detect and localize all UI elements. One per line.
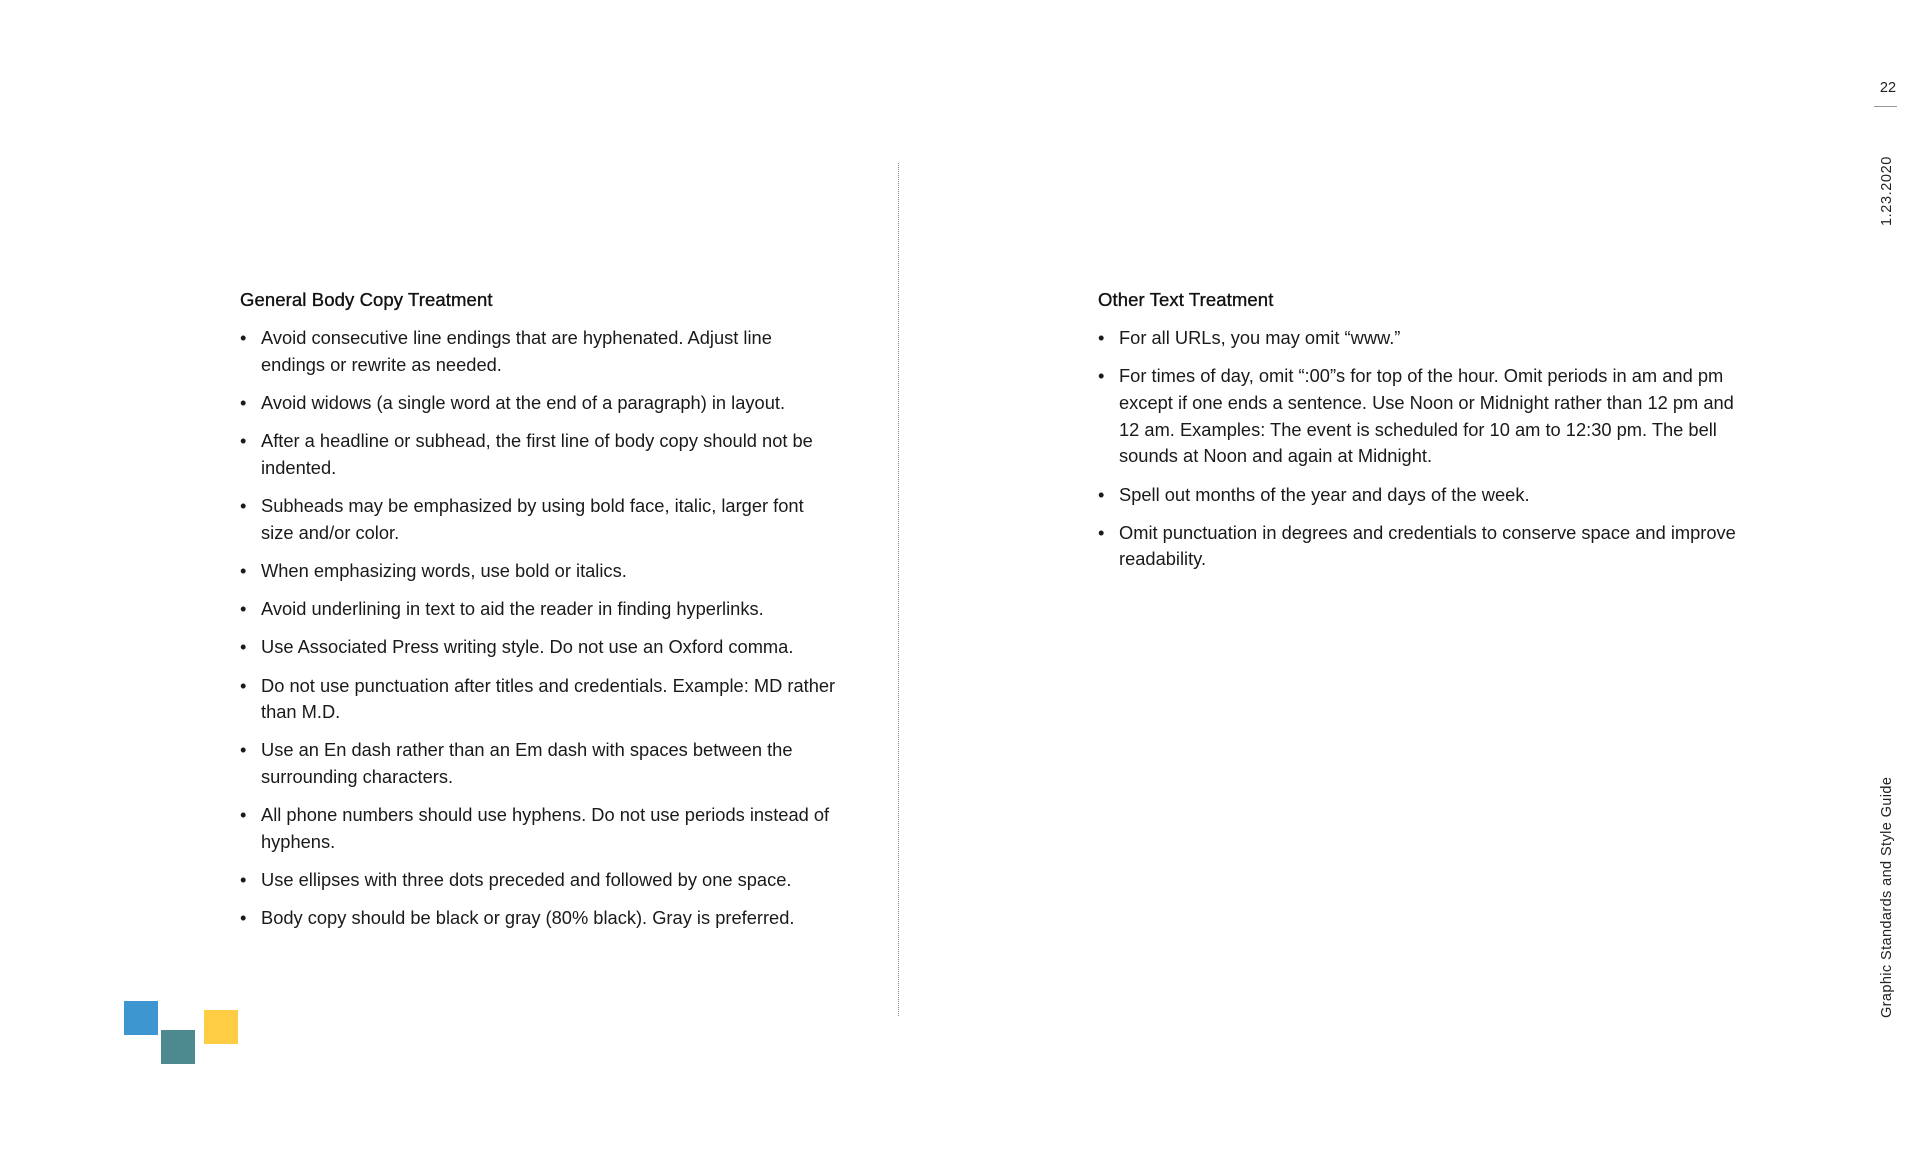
- list-item-text: Do not use punctuation after titles and credentials. Example: MD rather than M.D.: [261, 674, 836, 723]
- list-item-text: Use Associated Press writing style. Do not use an Oxford comma.: [261, 636, 794, 658]
- logo-square-teal: [161, 1030, 195, 1064]
- list-item: [240, 596, 840, 623]
- bullet-icon: •: [1098, 327, 1105, 348]
- section-heading: General Body Copy Treatment: [240, 289, 493, 310]
- list-item-text: Spell out months of the year and days of the week.: [1119, 483, 1530, 505]
- section-heading: Other Text Treatment: [1098, 289, 1274, 310]
- list-item-text: All phone numbers should use hyphens. Do not use periods instead of hyphens.: [261, 804, 830, 853]
- list-item: [240, 493, 840, 546]
- column-divider: [898, 163, 899, 1016]
- bullet-icon: •: [1098, 365, 1105, 387]
- list-item: [1098, 520, 1738, 573]
- bullet-icon: •: [240, 495, 247, 517]
- list-item: [240, 558, 840, 585]
- list-item: [240, 673, 840, 726]
- bullet-icon: •: [240, 869, 247, 891]
- list-item: [240, 802, 840, 855]
- list-item: [1098, 363, 1738, 470]
- list-item: [1098, 325, 1738, 352]
- list-item-text: Avoid consecutive line endings that are hyphenated. Adjust line endings or rewrite as needed.: [261, 327, 772, 375]
- bullet-icon: •: [240, 907, 247, 929]
- bullet-icon: •: [240, 739, 247, 761]
- other-text-section: [1098, 289, 1738, 585]
- logo-square-blue: [124, 1001, 158, 1035]
- bullet-icon: •: [240, 804, 247, 826]
- bullet-icon: •: [240, 598, 247, 620]
- list-item-text: Use ellipses with three dots preceded and followed by one space.: [261, 869, 792, 891]
- list-item: [240, 905, 840, 932]
- bullet-icon: •: [240, 636, 247, 658]
- bullet-icon: •: [240, 674, 247, 696]
- page-number-rule: [1874, 106, 1897, 107]
- list-item-text: Avoid underlining in text to aid the reader in finding hyperlinks.: [261, 598, 764, 620]
- bullet-icon: •: [240, 430, 247, 452]
- list-item-text: Omit punctuation in degrees and credentials to conserve space and improve readability.: [1119, 521, 1736, 570]
- list-item-text: When emphasizing words, use bold or italics.: [261, 559, 627, 581]
- logo-square-yellow: [204, 1010, 238, 1044]
- list-item: [240, 867, 840, 894]
- list-item: [240, 737, 840, 790]
- bullet-icon: •: [240, 559, 247, 581]
- list-item: [240, 390, 840, 417]
- list-item: [240, 428, 840, 481]
- bullet-list: [1098, 325, 1738, 573]
- list-item-text: After a headline or subhead, the first line of body copy should not be indented.: [261, 430, 813, 478]
- bullet-icon: •: [240, 327, 247, 348]
- list-item-text: Avoid widows (a single word at the end of a paragraph) in layout.: [261, 391, 786, 413]
- list-item: [1098, 482, 1738, 509]
- list-item-text: For times of day, omit “:00”s for top of the hour. Omit periods in am and pm except if one ends a sentence. Use Noon or Midnight rather than 12 pm and 12 am. Examples: The event is scheduled for 10 am to 12:30 pm. The bell sounds at Noon and again at Midnight.: [1119, 365, 1734, 467]
- bullet-icon: •: [1098, 483, 1105, 505]
- page-number: 22: [1879, 80, 1897, 96]
- general-body-copy-section: [240, 289, 840, 944]
- list-item-text: Use an En dash rather than an Em dash with spaces between the surrounding characters.: [261, 739, 793, 788]
- document-title: Graphic Standards and Style Guide: [1879, 776, 1895, 1018]
- list-item-text: For all URLs, you may omit “www.”: [1119, 327, 1401, 348]
- list-item: [240, 634, 840, 661]
- bullet-icon: •: [1098, 521, 1105, 543]
- list-item: [240, 325, 840, 378]
- list-item-text: Subheads may be emphasized by using bold face, italic, larger font size and/or color.: [261, 495, 804, 543]
- list-item-text: Body copy should be black or gray (80% black). Gray is preferred.: [261, 907, 795, 929]
- bullet-list: [240, 325, 840, 932]
- bullet-icon: •: [240, 391, 247, 413]
- document-date: 1.23.2020: [1879, 156, 1895, 226]
